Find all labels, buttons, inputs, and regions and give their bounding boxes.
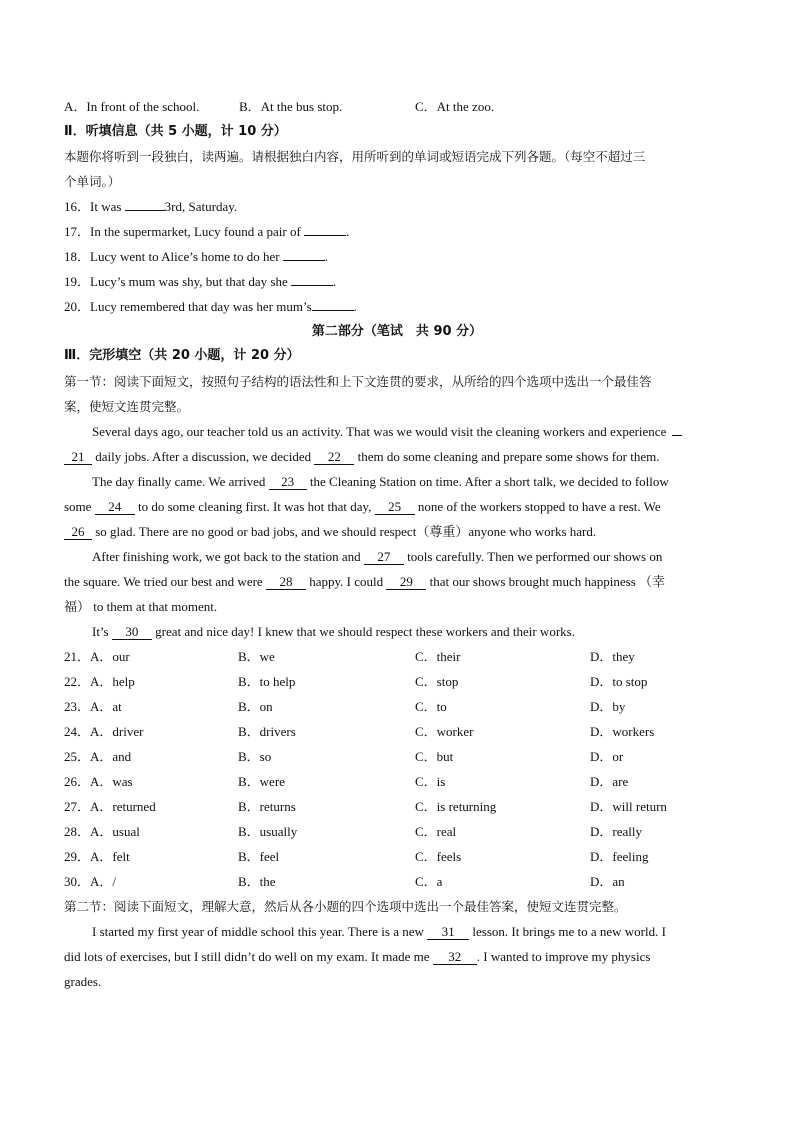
q16-text: 16．It was — [64, 199, 125, 214]
q17-blank[interactable] — [304, 235, 346, 236]
option-22-d[interactable]: D．to stop — [590, 674, 648, 689]
q19-text-after: . — [333, 274, 337, 289]
passage-line5 — [64, 524, 596, 540]
passage-text: After finishing work, we got back to the station and — [92, 549, 364, 564]
passage2-line3: grades. — [64, 974, 102, 989]
blank-26[interactable]: 26 — [64, 525, 92, 540]
question-19 — [64, 274, 336, 290]
option-a: A．In front of the school. — [64, 99, 200, 114]
option-30-a[interactable]: 30．A．/ — [64, 874, 117, 889]
question-17 — [64, 224, 349, 240]
passage-text: tools carefully. Then we performed our shows on — [403, 549, 663, 564]
option-25-b[interactable]: B．so — [238, 749, 272, 764]
option-30-d[interactable]: D．an — [590, 874, 625, 889]
passage-text: did lots of exercises, but I still didn’t do well on my exam. It made me — [64, 949, 433, 964]
option-25-a[interactable]: 25．A．and — [64, 749, 132, 764]
section3-title: Ⅲ．完形填空（共 20 小题，计 20 分） — [64, 348, 300, 363]
option-30-b[interactable]: B．the — [238, 874, 276, 889]
q18-blank[interactable] — [283, 260, 325, 261]
option-27-a[interactable]: 27．A．returned — [64, 799, 156, 814]
passage-text: daily jobs. After a discussion, we decided — [92, 449, 315, 464]
option-25-d[interactable]: D．or — [590, 749, 624, 764]
q17-text-after: . — [346, 224, 350, 239]
passage-text: the Cleaning Station on time. After a short talk, we decided to follow — [306, 474, 669, 489]
option-23-a[interactable]: 23．A．at — [64, 699, 122, 714]
option-c: C．At the zoo. — [415, 99, 495, 114]
option-29-b[interactable]: B．feel — [238, 849, 280, 864]
option-23-b[interactable]: B．on — [238, 699, 273, 714]
q20-text-after: . — [353, 299, 357, 314]
passage-line4 — [64, 499, 661, 515]
passage-text: happy. I could — [305, 574, 387, 589]
option-28-b[interactable]: B．usually — [238, 824, 298, 839]
option-22-b[interactable]: B．to help — [238, 674, 296, 689]
section2-title: Ⅱ．听填信息（共 5 小题，计 10 分） — [64, 124, 287, 139]
passage-line9 — [92, 624, 575, 640]
passage2-line2 — [64, 949, 650, 965]
option-24-b[interactable]: B．drivers — [238, 724, 296, 739]
passage-text: The day finally came. We arrived — [92, 474, 269, 489]
option-21-c[interactable]: C．their — [415, 649, 461, 664]
blank-21-start — [672, 435, 682, 436]
option-28-a[interactable]: 28．A．usual — [64, 824, 140, 839]
passage-line6 — [92, 549, 662, 565]
option-27-c[interactable]: C．is returning — [415, 799, 497, 814]
option-29-c[interactable]: C．feels — [415, 849, 462, 864]
passage-text: I started my first year of middle school this year. There is a new — [92, 924, 428, 939]
blank-25[interactable]: 25 — [375, 500, 415, 515]
passage-line7 — [64, 574, 665, 590]
q16-blank[interactable] — [125, 210, 165, 211]
passage-text: lesson. It brings me to a new world. I — [469, 924, 666, 939]
option-21-d[interactable]: D．they — [590, 649, 635, 664]
q18-text-after: . — [324, 249, 329, 264]
blank-21[interactable]: 21 — [64, 450, 92, 465]
section2-instruction-line2: 个单词。） — [64, 174, 121, 189]
option-28-d[interactable]: D．really — [590, 824, 642, 839]
option-24-a[interactable]: 24．A．driver — [64, 724, 144, 739]
passage-text: so glad. There are no good or bad jobs, and we should respect（尊重）anyone who works hard. — [92, 524, 597, 539]
passage-text: none of the workers stopped to have a rest. We — [414, 499, 661, 514]
passage-text: Several days ago, our teacher told us an activity. That was we would visit the cleaning workers and experience — [92, 424, 667, 439]
option-27-d[interactable]: D．will return — [590, 799, 667, 814]
passage-line8: 福） to them at that moment. — [64, 599, 218, 614]
blank-23[interactable]: 23 — [269, 475, 307, 490]
option-22-c[interactable]: C．stop — [415, 674, 459, 689]
passage-text: some — [64, 499, 95, 514]
option-22-a[interactable]: 22．A．help — [64, 674, 135, 689]
passage-line2 — [64, 449, 659, 465]
q17-text: 17．In the supermarket, Lucy found a pair of — [64, 224, 305, 239]
passage-text: the square. We tried our best and were — [64, 574, 266, 589]
option-26-c[interactable]: C．is — [415, 774, 446, 789]
passage-text: great and nice day! I knew that we should respect these workers and their works. — [151, 624, 575, 639]
option-b: B．At the bus stop. — [239, 99, 343, 114]
blank-27[interactable]: 27 — [364, 550, 404, 565]
q20-blank[interactable] — [312, 310, 354, 311]
section3-sub1-line1: 第一节：阅读下面短文，按照句子结构的语法性和上下文连贯的要求，从所给的四个选项中选出一个最佳答 — [64, 374, 652, 389]
option-25-c[interactable]: C．but — [415, 749, 454, 764]
option-28-c[interactable]: C．real — [415, 824, 457, 839]
option-26-d[interactable]: D．are — [590, 774, 629, 789]
option-23-d[interactable]: D．by — [590, 699, 626, 714]
passage-text: It’s — [92, 624, 112, 639]
blank-24[interactable]: 24 — [95, 500, 135, 515]
option-30-c[interactable]: C．a — [415, 874, 443, 889]
blank-31[interactable]: 31 — [427, 925, 469, 940]
blank-22[interactable]: 22 — [314, 450, 354, 465]
passage-text: to do some cleaning first. It was hot that day, — [134, 499, 375, 514]
q19-blank[interactable] — [291, 285, 333, 286]
q19-text: 19．Lucy’s mum was shy, but that day she — [64, 274, 291, 289]
passage-text: . I wanted to improve my physics — [476, 949, 651, 964]
q20-text: 20．Lucy remembered that day was her mum’s — [64, 299, 312, 314]
passage-text: that our shows brought much happiness （幸 — [426, 574, 666, 589]
passage-line3 — [92, 474, 669, 490]
question-16 — [64, 199, 237, 215]
blank-28[interactable]: 28 — [266, 575, 306, 590]
option-23-c[interactable]: C．to — [415, 699, 447, 714]
passage2-line1 — [92, 924, 666, 940]
blank-32[interactable]: 32 — [433, 950, 477, 965]
option-21-b[interactable]: B．we — [238, 649, 275, 664]
option-21-a[interactable]: 21．A．our — [64, 649, 130, 664]
option-26-a[interactable]: 26．A．was — [64, 774, 133, 789]
passage-line1 — [92, 424, 682, 440]
section2-instruction-line1: 本题你将听到一段独白，读两遍。请根据独白内容，用所听到的单词或短语完成下列各题。（每空不超过三 — [64, 149, 646, 164]
question-20 — [64, 299, 357, 315]
q18-text: 18．Lucy went to Alice’s home to do her — [64, 249, 283, 264]
blank-30[interactable]: 30 — [112, 625, 152, 640]
option-24-d[interactable]: D．workers — [590, 724, 655, 739]
part2-title: 第二部分（笔试 共 90 分） — [311, 324, 483, 339]
question-18 — [64, 249, 328, 265]
option-29-d[interactable]: D．feeling — [590, 849, 649, 864]
q16-text-after: 3rd, Saturday. — [164, 199, 238, 214]
option-24-c[interactable]: C．worker — [415, 724, 474, 739]
section3-sub2: 第二节：阅读下面短文，理解大意，然后从各小题的四个选项中选出一个最佳答案，使短文连贯完整。 — [64, 899, 627, 914]
passage-text: them do some cleaning and prepare some shows for them. — [354, 449, 660, 464]
option-27-b[interactable]: B．returns — [238, 799, 296, 814]
blank-29[interactable]: 29 — [386, 575, 426, 590]
option-26-b[interactable]: B．were — [238, 774, 285, 789]
option-29-a[interactable]: 29．A．felt — [64, 849, 130, 864]
section3-sub1-line2: 案，使短文连贯完整。 — [64, 399, 190, 414]
